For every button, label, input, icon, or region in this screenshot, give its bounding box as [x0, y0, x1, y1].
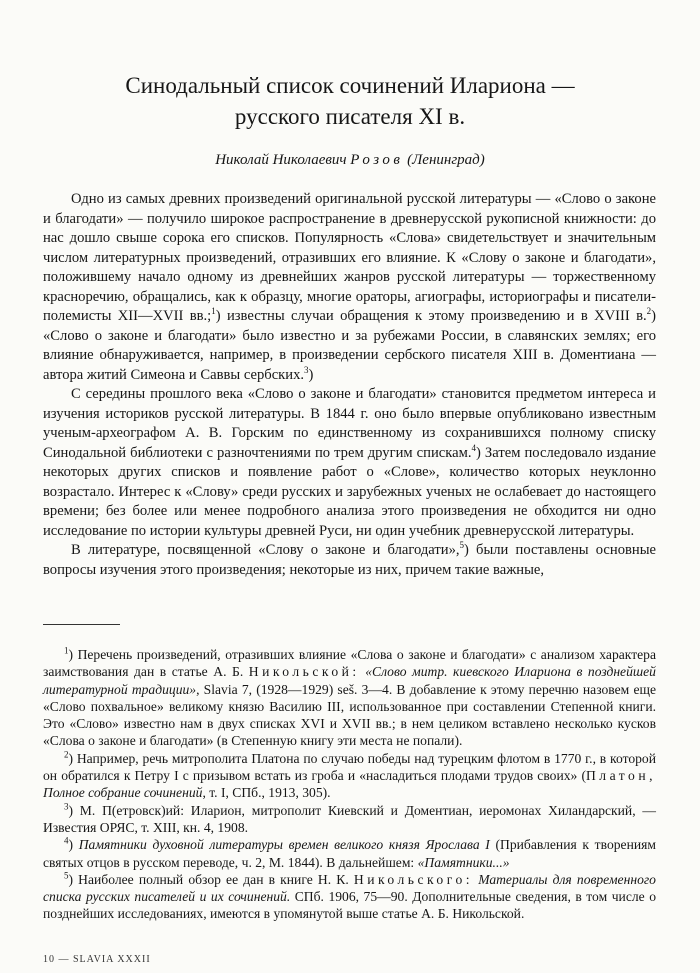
footnote-number: 3 [64, 801, 69, 812]
footnote-text: ) Наиболее полный обзор ее дан в книге Н. К. [68, 871, 349, 887]
footnote-title: «Слово митр. киевского Илариона в позднейшей литературной традиции» [43, 664, 656, 697]
footnote-divider [43, 624, 120, 625]
footnote-text: , Slavia 7, (1928—1929) seš. 3—4. В добавление к этому перечню назовем еще «Слово похвальное» великому князю Василию III, использованное при составлении Степенной книги. Это «Слово» известно нам в двух списках XVI и XVII вв.; в нем целиком вставлено несколько кусков «Слова о законе и благодати» (в Степенную книгу эти места не попали). [43, 681, 656, 749]
footnote-2 [43, 750, 656, 802]
footnote-title: Полное собрание сочинений [43, 785, 203, 801]
author-first-names: Николай Николаевич [215, 152, 347, 168]
footnote-text: ) Например, речь митрополита Платона по случаю победы над турецким флотом в 1770 г., в которой он обратился к Петру I с призывом встать из гроба и «насладиться плодами трудов своих» ( [43, 750, 656, 784]
author-surname: Розов [350, 152, 404, 168]
title-line-2: русского писателя XI в. [234, 104, 466, 129]
paragraph-text: ) [308, 366, 314, 383]
paragraph-text: ) известны случаи обращения к этому произведению и в XVIII в. [215, 308, 647, 324]
author-city: (Ленинград) [407, 152, 485, 168]
footnote-ref: 4 [471, 442, 476, 453]
footnote-text: ) М. П(етровск)ий: Иларион, митрополит Киевский и Доментиан, иеромонах Хиландарский, — Известия ОРЯС, т. XIII, кн. 4, 1908. [43, 802, 656, 835]
paragraph-text: Одно из самых древних произведений оригинальной русской литературы — «Слово о законе и благодати» — получило широкое распространение в древнерусской рукописной книжности: до нас дошло свыше сорока его списков. Популярность «Слова» свидетельствует и значительным числом литературных произведений, отразивших его влияние. К «Слову о законе и благодати», положившему начало одному из древнейших жанров русской литературы — торжественному красноречию, обращались, как к образцу, многие ораторы, агиографы, историографы и писатели-полемисты XII—XVII вв.; [43, 191, 656, 324]
footnote-author: Никольской: [248, 664, 360, 680]
author-line [40, 150, 660, 170]
footnote-ref: 1 [211, 306, 216, 317]
footnote-number: 2 [64, 749, 69, 760]
footnote-title: Памятники духовной литературы времен великого князя Ярослава I [78, 837, 490, 853]
footnote-text: ) [68, 837, 74, 853]
footnote-number: 1 [64, 645, 69, 656]
footnote-ref: 3 [304, 364, 309, 375]
footnote-ref: 5 [459, 540, 465, 551]
article-title [40, 70, 660, 132]
footnote-short-title: «Памятники...» [417, 854, 510, 870]
footnote-ref: 2 [646, 306, 652, 317]
footnote-author: Платон, [585, 768, 656, 784]
footnote-5 [43, 871, 656, 923]
footnote-text: , т. I, СПб., 1913, 305). [202, 785, 331, 801]
footnote-1 [43, 646, 656, 750]
footnotes [43, 646, 656, 923]
paragraph-text: ) Затем последовало издание некоторых других списков и появление работ о «Слове», количество которых неуклонно возрастало. Интерес к «Слову» среди русских и зарубежных ученых не ослабевает до настоящего времени; без более или менее подробного анализа этого произведения не обходится ни одно исследование по истории культуры древней Руси, ни один учебник древнерусской литературы. [43, 444, 656, 539]
paragraph-text: ) «Слово о законе и благодати» было известно и за рубежами России, в славянских землях; его влияние обнаруживается, например, в произведении сербского писателя XIII в. Доментиана — автора житий Симеона и Саввы сербских. [43, 308, 657, 383]
footnote-number: 4 [64, 835, 69, 846]
footnote-4 [43, 836, 656, 871]
footnote-3 [43, 802, 656, 837]
footnote-author: Никольского: [353, 871, 474, 887]
footnote-text: ) Перечень произведений, отразивших влияние «Слова о законе и благодати» с анализом характера заимствования дан в статье А. Б. [43, 647, 656, 680]
article-body [43, 190, 656, 580]
footnote-text: (Прибавления к творениям святых отцов в русском переводе, ч. 2, М. 1844). В дальнейшем: [43, 837, 656, 870]
footnote-title: Материалы для повременного списка русских писателей и их сочинений. [43, 871, 656, 905]
footnote-number: 5 [64, 870, 69, 881]
page-footer: 10 — SLAVIA XXXII [43, 954, 151, 965]
paragraph-3 [43, 541, 656, 580]
title-line-1: Синодальный список сочинений Илариона — [125, 73, 575, 98]
paragraph-text: В литературе, посвященной «Слову о законе и благодати», [71, 542, 460, 558]
paragraph-text: С середины прошлого века «Слово о законе и благодати» становится предметом интереса и изучения историков русской литературы. В 1844 г. оно было впервые опубликовано известным ученым-археографом А. В. Горским по единственному из сохранившихся полному списку Синодальной библиотеки с разночтениями по трем другим спискам. [43, 386, 656, 461]
paragraph-text: ) были поставлены основные вопросы изучения этого произведения; некоторые из них, причем такие важные, [43, 542, 656, 578]
paragraph-1 [43, 190, 656, 385]
paragraph-2 [43, 385, 656, 541]
footnote-text: СПб. 1906, 75—90. Дополнительные сведения, в том числе о позднейших исследованиях, имеются в упомянутой выше статье А. Б. Никольской. [43, 889, 656, 922]
